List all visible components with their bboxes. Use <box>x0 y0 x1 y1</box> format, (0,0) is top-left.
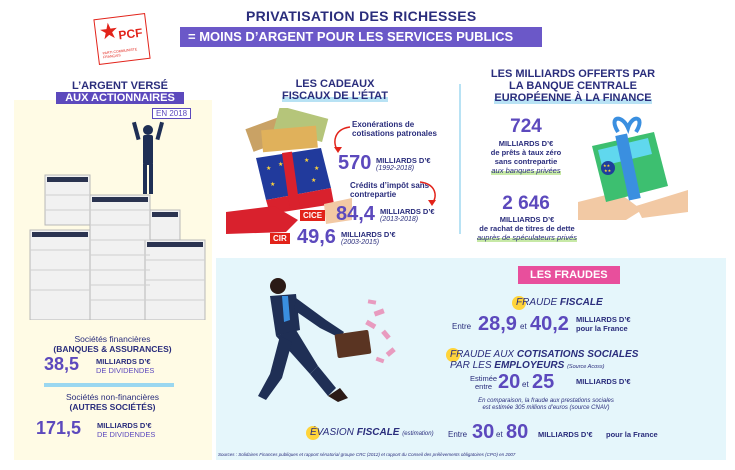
fc-and: et <box>522 380 529 389</box>
svg-text:★: ★ <box>270 182 276 188</box>
nonfinancial-unit <box>97 421 155 439</box>
gift-box-green-illustration <box>578 110 688 220</box>
svg-text:★: ★ <box>266 166 272 172</box>
svg-text:★: ★ <box>304 158 310 164</box>
fc-low: 20 <box>498 371 521 393</box>
businessman-figure <box>132 122 164 194</box>
actionnaires-title-line2: AUX ACTIONNAIRES <box>56 92 184 104</box>
exo-unit: MILLIARDS D’€ <box>376 156 431 165</box>
cir-value: 49,6 <box>297 226 336 248</box>
running-businessman-illustration <box>256 270 406 430</box>
arrow-icon <box>330 125 352 155</box>
actionnaires-title <box>56 80 184 104</box>
cice-value: 84,4 <box>336 203 375 225</box>
bce-desc-1 <box>460 139 592 175</box>
page-subtitle: = MOINS D’ARGENT POUR LES SERVICES PUBLICS <box>180 27 542 47</box>
bce-desc-2-line2: auprès de spéculateurs privés <box>476 233 578 242</box>
bce-desc-1-line3: aux banques privées <box>491 166 561 175</box>
ev-high: 80 <box>506 421 529 443</box>
logo-subtext: PARTI COMMUNISTE FRANÇAIS <box>102 47 138 60</box>
ev-unit2: pour la France <box>606 430 658 439</box>
ff-between: Entre <box>452 322 472 331</box>
cir-tag: CIR <box>270 233 290 244</box>
nonfinancial-unit-line1: MILLIARDS D’€ <box>97 421 152 430</box>
financial-value: 38,5 <box>44 354 80 374</box>
cotisations-label <box>450 349 680 373</box>
evasion-label-b: FISCALE <box>356 427 400 438</box>
bce-desc-1-line1: de prêts à taux zéro <box>490 148 562 157</box>
pcf-logo <box>93 13 150 65</box>
fc-note-line2: est estimée 305 millions d’euros (source CNAV) <box>482 405 610 411</box>
sources-note: Sources : Solidaires Finances publiques et rapport sénatorial groupe CRC (2012) et rapport du Conseil des prélèvements obligatoires (CPO) en 2007 <box>218 452 516 457</box>
actionnaires-title-line1: L’ARGENT VERSÉ <box>72 80 168 92</box>
credits-label: Crédits d’impôt sans contrepartie <box>350 181 430 199</box>
cadeaux-title <box>240 78 430 102</box>
cice-tag: CICE <box>300 210 325 221</box>
ff-high: 40,2 <box>530 313 569 335</box>
financial-label-line2: (BANQUES & ASSURANCES) <box>53 344 172 354</box>
evasion-label <box>310 427 434 438</box>
cir-period: (2003-2015) <box>341 239 380 246</box>
financial-unit-line2: DE DIVIDENDES <box>96 366 155 375</box>
fraude-fiscale-label <box>516 297 603 308</box>
fc-note <box>446 398 646 412</box>
star-icon: ★ <box>97 17 121 45</box>
bce-title <box>468 68 678 104</box>
svg-text:★: ★ <box>311 178 317 184</box>
bce-unit-2: MILLIARDS D’€ <box>499 215 555 224</box>
nonfinancial-label-line1: Sociétés non-financières <box>65 392 160 402</box>
logo-text: PCF <box>117 25 144 43</box>
evasion-estimation: (estimation) <box>402 431 434 437</box>
svg-text:★: ★ <box>314 166 320 172</box>
nonfinancial-label-line2: (AUTRES SOCIÉTÉS) <box>69 402 156 412</box>
money-stacks-illustration <box>20 120 210 320</box>
cotisations-label-d: EMPLOYEURS <box>494 360 565 371</box>
fc-est-line2: entre <box>474 382 493 391</box>
exo-period: (1992-2018) <box>376 165 415 172</box>
arrow-icon <box>418 180 440 208</box>
bce-value-2: 2 646 <box>502 193 550 214</box>
bce-title-line1: LES MILLIARDS OFFERTS PAR <box>490 68 656 80</box>
ev-between: Entre <box>448 430 468 439</box>
nonfinancial-label <box>20 392 205 412</box>
cice-period: (2013-2018) <box>380 216 419 223</box>
nonfinancial-value: 171,5 <box>36 418 82 438</box>
evasion-label-a: ÉVASION <box>310 427 354 438</box>
year-badge: EN 2018 <box>152 108 191 119</box>
cotisations-source: (Source Acoss) <box>567 364 605 370</box>
financial-label <box>20 334 205 354</box>
cotisations-label-b: COTISATIONS SOCIALES <box>516 349 639 360</box>
fraudes-badge: LES FRAUDES <box>518 266 620 284</box>
cotisations-label-a: FRAUDE AUX <box>450 349 515 360</box>
svg-text:★★: ★★ <box>604 168 612 173</box>
bce-desc-2-line1: de rachat de titres de dette <box>479 224 575 233</box>
banknotes-bundle <box>245 108 328 152</box>
ev-and: et <box>496 430 503 439</box>
cotisations-label-c: PAR LES <box>450 360 492 371</box>
ev-unit: MILLIARDS D’€ <box>538 430 593 439</box>
fraude-fiscale-label-a: FRAUDE <box>516 297 558 308</box>
cice-unit: MILLIARDS D’€ <box>380 207 435 216</box>
cadeaux-title-line1: LES CADEAUX <box>295 78 375 90</box>
banknote-stack <box>30 175 205 320</box>
financial-label-line1: Sociétés financières <box>74 334 151 344</box>
fc-note-line1: En comparaison, la fraude aux prestations sociales <box>478 398 614 404</box>
svg-text:★★: ★★ <box>603 163 611 168</box>
exo-value: 570 <box>338 152 372 174</box>
fc-unit: MILLIARDS D’€ <box>576 377 631 386</box>
bce-title-line2: LA BANQUE CENTRALE <box>509 80 637 92</box>
cadeaux-title-line2: FISCAUX DE L’ÉTAT <box>282 90 388 102</box>
ev-low: 30 <box>472 421 495 443</box>
ff-unit <box>576 315 631 333</box>
bce-value-1: 724 <box>510 116 542 137</box>
bce-desc-1-line2: sans contrepartie <box>494 157 558 166</box>
cir-unit: MILLIARDS D’€ <box>341 230 396 239</box>
fraude-fiscale-label-b: FISCALE <box>559 297 603 308</box>
bce-title-line3: EUROPÉENNE À LA FINANCE <box>494 92 652 104</box>
exo-label: Exonérations de cotisations patronales <box>352 120 437 138</box>
fc-est <box>470 375 497 391</box>
svg-text:★: ★ <box>278 162 284 168</box>
fc-est-line1: Estimée <box>470 374 498 383</box>
ff-unit-line1: MILLIARDS D’€ <box>576 315 631 324</box>
ff-and: et <box>520 322 527 331</box>
page-title: PRIVATISATION DES RICHESSES <box>246 8 477 24</box>
fc-high: 25 <box>532 371 555 393</box>
financial-unit <box>96 357 154 375</box>
ff-unit-line2: pour la France <box>576 324 628 333</box>
nonfinancial-unit-line2: DE DIVIDENDES <box>97 430 156 439</box>
financial-unit-line1: MILLIARDS D’€ <box>96 357 151 366</box>
divider <box>44 383 174 387</box>
bce-unit-1: MILLIARDS D’€ <box>498 139 554 148</box>
ff-low: 28,9 <box>478 313 517 335</box>
